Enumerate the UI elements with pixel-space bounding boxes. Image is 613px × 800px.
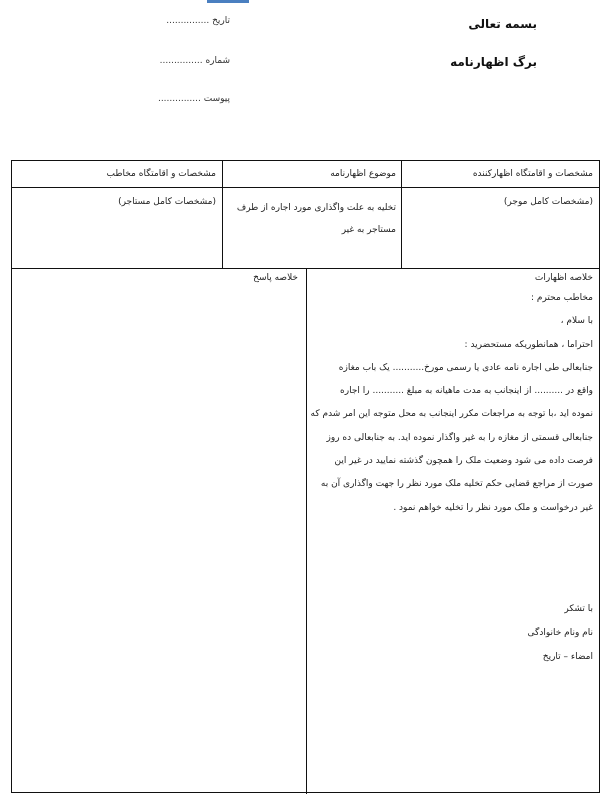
form-title: برگ اظهارنامه <box>450 55 537 69</box>
column-divider-left <box>222 161 223 268</box>
signature-block <box>393 597 593 669</box>
declarant-details: (مشخصات کامل موجر) <box>503 197 593 207</box>
signature-sign-date: امضاء – تاریخ <box>542 652 593 662</box>
attachment-field <box>80 94 230 104</box>
header-row-divider <box>12 187 599 188</box>
header-subject: موضوع اظهارنامه <box>330 169 396 179</box>
date-field <box>80 16 230 26</box>
header-declarant: مشخصات و اقامتگاه اظهارکننده <box>472 169 593 179</box>
body-line: غیر درخواست و ملک مورد نظر را تخلیه خواهم نمود . <box>393 502 593 513</box>
attachment-dots: ............... <box>157 94 201 104</box>
number-dots: ............... <box>159 56 203 66</box>
attachment-label: پیوست <box>203 94 230 104</box>
body-line: احتراما ، همانطوریکه مستحضرید : <box>464 339 593 350</box>
signature-closing: با تشکر <box>564 604 593 614</box>
addressee-details: (مشخصات کامل مستاجر) <box>118 197 216 207</box>
subject-line-1: تخلیه به علت واگذاری مورد اجاره از طرف <box>236 203 396 213</box>
invocation-heading: بسمه تعالی <box>468 17 537 31</box>
signature-name: نام ونام خانوادگی <box>527 628 593 638</box>
body-line: جنابعالی طی اجاره نامه عادی یا رسمی مورخ........... یک باب مغازه <box>338 362 593 373</box>
top-accent-bar <box>207 0 249 3</box>
body-line: صورت از مراجع قضایی حکم تخلیه ملک مورد نظر را جهت واگذاری آن به <box>320 479 593 490</box>
summary-label: خلاصه اظهارات <box>534 273 593 283</box>
subject-details <box>228 197 396 241</box>
reply-label: خلاصه پاسخ <box>253 273 298 283</box>
declaration-body <box>303 287 593 520</box>
header-addressee: مشخصات و اقامتگاه مخاطب <box>106 169 216 179</box>
number-label: شماره <box>205 56 230 66</box>
body-line: واقع در .......... از اینجانب به مدت ماهیانه به مبلغ ........... را اجاره <box>340 386 593 397</box>
date-label: تاریخ <box>212 16 230 26</box>
body-line: جنابعالی قسمتی از مغازه را به غیر واگذار نموده اید. به جنابعالی ده روز <box>326 432 593 443</box>
body-line: با سلام ، <box>560 316 593 327</box>
body-line: مخاطب محترم : <box>530 293 593 303</box>
number-field <box>80 56 230 66</box>
column-divider-right <box>401 161 402 268</box>
body-line: فرصت داده می شود وضعیت ملک را همچون گذشته نمایید در غیر این <box>334 456 593 467</box>
declaration-table <box>11 160 600 793</box>
body-line: نموده اید ،با توجه به مراجعات مکرر اینجانب به محل متوجه این امر شدم که <box>310 409 593 420</box>
subject-line-2: مستاجر به غیر <box>341 225 396 235</box>
date-dots: ............... <box>166 16 210 26</box>
